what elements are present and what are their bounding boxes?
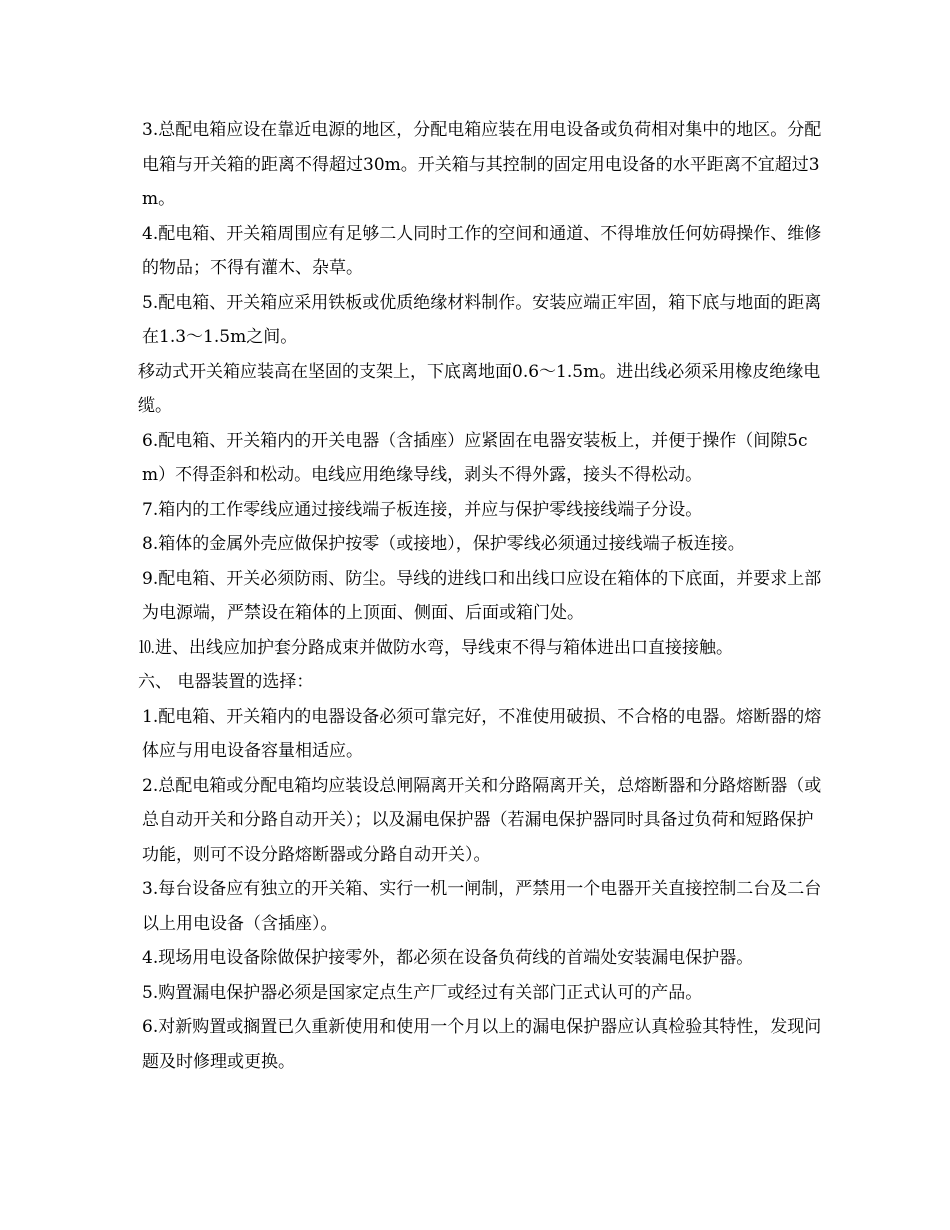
paragraph-section6-item-1: 1.配电箱、开关箱内的电器设备必须可靠完好，不准使用破损、不合格的电器。熔断器的熔体应与用电设备容量相适应。	[142, 706, 822, 761]
paragraph-item-7: 7.箱内的工作零线应通过接线端子板连接，并应与保护零线接线端子分设。	[142, 499, 703, 520]
paragraph-section6-item-3: 3.每台设备应有独立的开关箱、实行一机一闸制，严禁用一个电器开关直接控制二台及二台以上用电设备（含插座）。	[142, 879, 822, 934]
paragraph-mobile-switch-box: 移动式开关箱应装高在坚固的支架上，下底离地面0.6～1.5m。进出线必须采用橡皮绝缘电缆。	[138, 361, 821, 416]
paragraph-item-9: 9.配电箱、开关必须防雨、防尘。导线的进线口和出线口应设在箱体的下底面，并要求上部为电源端，严禁设在箱体的上顶面、侧面、后面或箱门处。	[142, 568, 822, 623]
paragraph-item-5: 5.配电箱、开关箱应采用铁板或优质绝缘材料制作。安装应端正牢固，箱下底与地面的距离在1.3～1.5m之间。	[142, 292, 822, 347]
paragraph-item-6: 6.配电箱、开关箱内的开关电器（含插座）应紧固在电器安装板上，并便于操作（间隙5cm）不得歪斜和松动。电线应用绝缘导线，剥头不得外露，接头不得松动。	[142, 430, 808, 485]
document-page	[138, 113, 828, 1079]
paragraph-item-3: 3.总配电箱应设在靠近电源的地区，分配电箱应装在用电设备或负荷相对集中的地区。分配电箱与开关箱的距离不得超过30m。开关箱与其控制的固定用电设备的水平距离不宜超过3m。	[142, 120, 822, 209]
paragraph-item-8: 8.箱体的金属外壳应做保护按零（或接地），保护零线必须通过接线端子板连接。	[142, 534, 745, 554]
paragraph-section6-item-5: 5.购置漏电保护器必须是国家定点生产厂或经过有关部门正式认可的产品。	[142, 982, 703, 1003]
paragraph-item-4: 4.配电箱、开关箱周围应有足够二人同时工作的空间和通道、不得堆放任何妨碍操作、维修的物品；不得有灌木、杂草。	[142, 223, 822, 278]
paragraph-section6-item-2: 2.总配电箱或分配电箱均应装设总闸隔离开关和分路隔离开关，总熔断器和分路熔断器（或总自动开关和分路自动开关）；以及漏电保护器（若漏电保护器同时具备过负荷和短路保护功能，则可不设分路熔断器或分路自动开关）。	[142, 775, 822, 865]
paragraph-section6-item-4: 4.现场用电设备除做保护接零外，都必须在设备负荷线的首端处安装漏电保护器。	[142, 948, 754, 968]
section-heading: 六、 电器装置的选择：	[138, 672, 314, 692]
paragraph-item-10: ⒑进、出线应加护套分路成束并做防水弯，导线束不得与箱体进出口直接接触。	[138, 637, 733, 658]
paragraph-section6-item-6: 6.对新购置或搁置已久重新使用和使用一个月以上的漏电保护器应认真检验其特性，发现问题及时修理或更换。	[142, 1017, 822, 1072]
